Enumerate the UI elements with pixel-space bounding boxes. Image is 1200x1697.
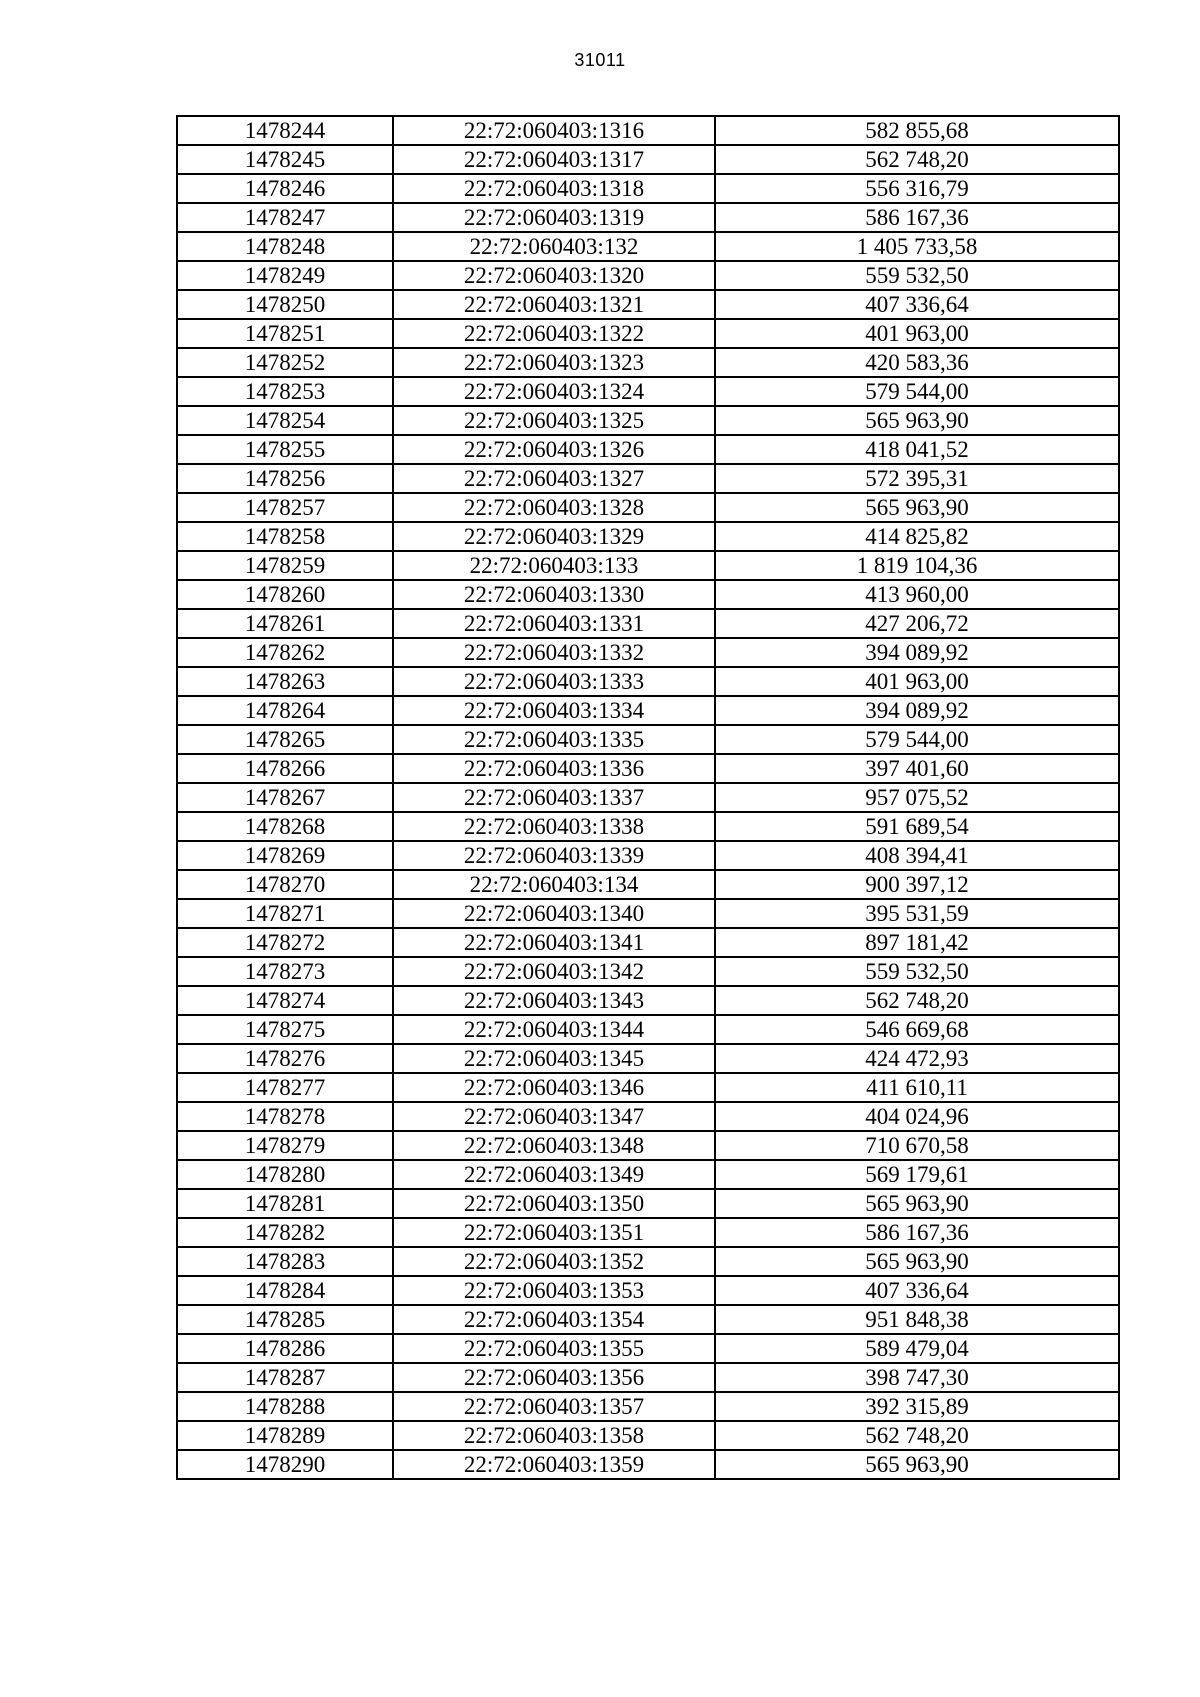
table-row [177,1073,1119,1102]
row-number-cell: 1478273 [177,957,393,986]
cadastral-number-cell: 22:72:060403:1321 [393,290,715,319]
table-row [177,957,1119,986]
cadastral-number-cell: 22:72:060403:1329 [393,522,715,551]
cadastral-value-cell: 582 855,68 [715,116,1119,145]
table-row [177,319,1119,348]
table-row [177,348,1119,377]
cadastral-number-cell: 22:72:060403:132 [393,232,715,261]
table-row [177,1392,1119,1421]
table-row [177,1189,1119,1218]
table-row [177,725,1119,754]
cadastral-value-cell: 562 748,20 [715,1421,1119,1450]
cadastral-number-cell: 22:72:060403:1353 [393,1276,715,1305]
row-number-cell: 1478281 [177,1189,393,1218]
table-row [177,464,1119,493]
cadastral-number-cell: 22:72:060403:1330 [393,580,715,609]
table-row [177,406,1119,435]
cadastral-value-cell: 407 336,64 [715,290,1119,319]
cadastral-number-cell: 22:72:060403:1332 [393,638,715,667]
cadastral-number-cell: 22:72:060403:1331 [393,609,715,638]
table-row [177,1334,1119,1363]
row-number-cell: 1478255 [177,435,393,464]
row-number-cell: 1478261 [177,609,393,638]
cadastral-value-cell: 427 206,72 [715,609,1119,638]
cadastral-number-cell: 22:72:060403:1323 [393,348,715,377]
table-row [177,1450,1119,1479]
cadastral-number-cell: 22:72:060403:1327 [393,464,715,493]
table-row [177,1102,1119,1131]
cadastral-value-table-container [176,115,1120,1480]
row-number-cell: 1478244 [177,116,393,145]
row-number-cell: 1478269 [177,841,393,870]
cadastral-value-cell: 586 167,36 [715,1218,1119,1247]
cadastral-number-cell: 22:72:060403:1339 [393,841,715,870]
cadastral-value-cell: 1 819 104,36 [715,551,1119,580]
cadastral-value-cell: 401 963,00 [715,319,1119,348]
cadastral-value-cell: 398 747,30 [715,1363,1119,1392]
table-row [177,1305,1119,1334]
cadastral-number-cell: 22:72:060403:1333 [393,667,715,696]
row-number-cell: 1478287 [177,1363,393,1392]
table-row [177,580,1119,609]
cadastral-value-cell: 418 041,52 [715,435,1119,464]
cadastral-value-cell: 420 583,36 [715,348,1119,377]
row-number-cell: 1478264 [177,696,393,725]
cadastral-number-cell: 22:72:060403:1328 [393,493,715,522]
row-number-cell: 1478284 [177,1276,393,1305]
cadastral-number-cell: 22:72:060403:1337 [393,783,715,812]
cadastral-value-cell: 900 397,12 [715,870,1119,899]
cadastral-value-table [176,115,1120,1480]
table-row [177,638,1119,667]
cadastral-value-cell: 404 024,96 [715,1102,1119,1131]
row-number-cell: 1478286 [177,1334,393,1363]
row-number-cell: 1478278 [177,1102,393,1131]
cadastral-number-cell: 22:72:060403:1318 [393,174,715,203]
cadastral-number-cell: 22:72:060403:1359 [393,1450,715,1479]
cadastral-number-cell: 22:72:060403:1356 [393,1363,715,1392]
table-row [177,667,1119,696]
cadastral-value-cell: 951 848,38 [715,1305,1119,1334]
cadastral-value-cell: 1 405 733,58 [715,232,1119,261]
cadastral-value-cell: 392 315,89 [715,1392,1119,1421]
row-number-cell: 1478279 [177,1131,393,1160]
cadastral-number-cell: 22:72:060403:1338 [393,812,715,841]
table-row [177,841,1119,870]
table-row [177,696,1119,725]
cadastral-number-cell: 22:72:060403:1345 [393,1044,715,1073]
cadastral-value-cell: 579 544,00 [715,377,1119,406]
table-row [177,203,1119,232]
cadastral-value-cell: 424 472,93 [715,1044,1119,1073]
table-row [177,1247,1119,1276]
cadastral-value-cell: 565 963,90 [715,1247,1119,1276]
row-number-cell: 1478263 [177,667,393,696]
row-number-cell: 1478276 [177,1044,393,1073]
row-number-cell: 1478285 [177,1305,393,1334]
row-number-cell: 1478258 [177,522,393,551]
cadastral-number-cell: 22:72:060403:1320 [393,261,715,290]
cadastral-number-cell: 22:72:060403:1357 [393,1392,715,1421]
cadastral-value-cell: 586 167,36 [715,203,1119,232]
table-row [177,986,1119,1015]
cadastral-value-cell: 413 960,00 [715,580,1119,609]
cadastral-number-cell: 22:72:060403:1354 [393,1305,715,1334]
cadastral-number-cell: 22:72:060403:133 [393,551,715,580]
table-row [177,1160,1119,1189]
cadastral-value-cell: 565 963,90 [715,1450,1119,1479]
table-row [177,1015,1119,1044]
row-number-cell: 1478245 [177,145,393,174]
row-number-cell: 1478246 [177,174,393,203]
cadastral-value-cell: 411 610,11 [715,1073,1119,1102]
cadastral-value-cell: 591 689,54 [715,812,1119,841]
cadastral-value-cell: 562 748,20 [715,145,1119,174]
cadastral-number-cell: 22:72:060403:1352 [393,1247,715,1276]
table-row [177,551,1119,580]
cadastral-number-cell: 22:72:060403:1336 [393,754,715,783]
row-number-cell: 1478277 [177,1073,393,1102]
row-number-cell: 1478254 [177,406,393,435]
table-row [177,870,1119,899]
row-number-cell: 1478283 [177,1247,393,1276]
page-number: 31011 [574,50,626,70]
table-row [177,928,1119,957]
table-row [177,290,1119,319]
cadastral-number-cell: 22:72:060403:1325 [393,406,715,435]
table-row [177,261,1119,290]
row-number-cell: 1478259 [177,551,393,580]
row-number-cell: 1478282 [177,1218,393,1247]
cadastral-number-cell: 22:72:060403:1340 [393,899,715,928]
row-number-cell: 1478267 [177,783,393,812]
cadastral-number-cell: 22:72:060403:1341 [393,928,715,957]
cadastral-number-cell: 22:72:060403:1344 [393,1015,715,1044]
cadastral-value-cell: 546 669,68 [715,1015,1119,1044]
cadastral-number-cell: 22:72:060403:1358 [393,1421,715,1450]
cadastral-number-cell: 22:72:060403:1326 [393,435,715,464]
cadastral-value-cell: 395 531,59 [715,899,1119,928]
table-row [177,1363,1119,1392]
cadastral-number-cell: 22:72:060403:1350 [393,1189,715,1218]
cadastral-number-cell: 22:72:060403:1335 [393,725,715,754]
cadastral-number-cell: 22:72:060403:1322 [393,319,715,348]
cadastral-number-cell: 22:72:060403:1334 [393,696,715,725]
row-number-cell: 1478274 [177,986,393,1015]
cadastral-value-cell: 394 089,92 [715,638,1119,667]
table-row [177,899,1119,928]
cadastral-value-cell: 565 963,90 [715,1189,1119,1218]
cadastral-number-cell: 22:72:060403:1316 [393,116,715,145]
cadastral-value-cell: 957 075,52 [715,783,1119,812]
table-row [177,522,1119,551]
table-row [177,609,1119,638]
cadastral-number-cell: 22:72:060403:1343 [393,986,715,1015]
row-number-cell: 1478249 [177,261,393,290]
cadastral-number-cell: 22:72:060403:1319 [393,203,715,232]
table-row [177,232,1119,261]
table-row [177,1276,1119,1305]
cadastral-number-cell: 22:72:060403:1349 [393,1160,715,1189]
row-number-cell: 1478247 [177,203,393,232]
cadastral-number-cell: 22:72:060403:1355 [393,1334,715,1363]
row-number-cell: 1478272 [177,928,393,957]
row-number-cell: 1478260 [177,580,393,609]
row-number-cell: 1478251 [177,319,393,348]
row-number-cell: 1478256 [177,464,393,493]
cadastral-value-cell: 397 401,60 [715,754,1119,783]
row-number-cell: 1478262 [177,638,393,667]
row-number-cell: 1478253 [177,377,393,406]
cadastral-value-cell: 565 963,90 [715,493,1119,522]
row-number-cell: 1478266 [177,754,393,783]
cadastral-value-cell: 559 532,50 [715,261,1119,290]
table-row [177,812,1119,841]
table-row [177,1131,1119,1160]
cadastral-value-cell: 710 670,58 [715,1131,1119,1160]
row-number-cell: 1478270 [177,870,393,899]
cadastral-value-cell: 394 089,92 [715,696,1119,725]
cadastral-number-cell: 22:72:060403:1342 [393,957,715,986]
row-number-cell: 1478257 [177,493,393,522]
table-row [177,1421,1119,1450]
table-row [177,174,1119,203]
row-number-cell: 1478288 [177,1392,393,1421]
row-number-cell: 1478250 [177,290,393,319]
cadastral-number-cell: 22:72:060403:1324 [393,377,715,406]
cadastral-value-cell: 556 316,79 [715,174,1119,203]
row-number-cell: 1478248 [177,232,393,261]
cadastral-value-cell: 569 179,61 [715,1160,1119,1189]
row-number-cell: 1478289 [177,1421,393,1450]
cadastral-value-cell: 579 544,00 [715,725,1119,754]
cadastral-value-cell: 897 181,42 [715,928,1119,957]
cadastral-number-cell: 22:72:060403:1351 [393,1218,715,1247]
table-row [177,493,1119,522]
row-number-cell: 1478290 [177,1450,393,1479]
table-row [177,145,1119,174]
cadastral-value-cell: 408 394,41 [715,841,1119,870]
cadastral-number-cell: 22:72:060403:1346 [393,1073,715,1102]
cadastral-value-cell: 562 748,20 [715,986,1119,1015]
table-row [177,1044,1119,1073]
cadastral-number-cell: 22:72:060403:1348 [393,1131,715,1160]
table-row [177,435,1119,464]
table-row [177,116,1119,145]
cadastral-number-cell: 22:72:060403:1317 [393,145,715,174]
cadastral-value-cell: 559 532,50 [715,957,1119,986]
row-number-cell: 1478265 [177,725,393,754]
cadastral-number-cell: 22:72:060403:134 [393,870,715,899]
row-number-cell: 1478271 [177,899,393,928]
cadastral-value-cell: 565 963,90 [715,406,1119,435]
table-row [177,783,1119,812]
cadastral-number-cell: 22:72:060403:1347 [393,1102,715,1131]
row-number-cell: 1478280 [177,1160,393,1189]
cadastral-value-cell: 401 963,00 [715,667,1119,696]
row-number-cell: 1478268 [177,812,393,841]
row-number-cell: 1478252 [177,348,393,377]
row-number-cell: 1478275 [177,1015,393,1044]
cadastral-value-cell: 414 825,82 [715,522,1119,551]
cadastral-value-cell: 572 395,31 [715,464,1119,493]
cadastral-value-cell: 407 336,64 [715,1276,1119,1305]
table-body [177,116,1119,1479]
table-row [177,754,1119,783]
cadastral-value-cell: 589 479,04 [715,1334,1119,1363]
table-row [177,1218,1119,1247]
table-row [177,377,1119,406]
